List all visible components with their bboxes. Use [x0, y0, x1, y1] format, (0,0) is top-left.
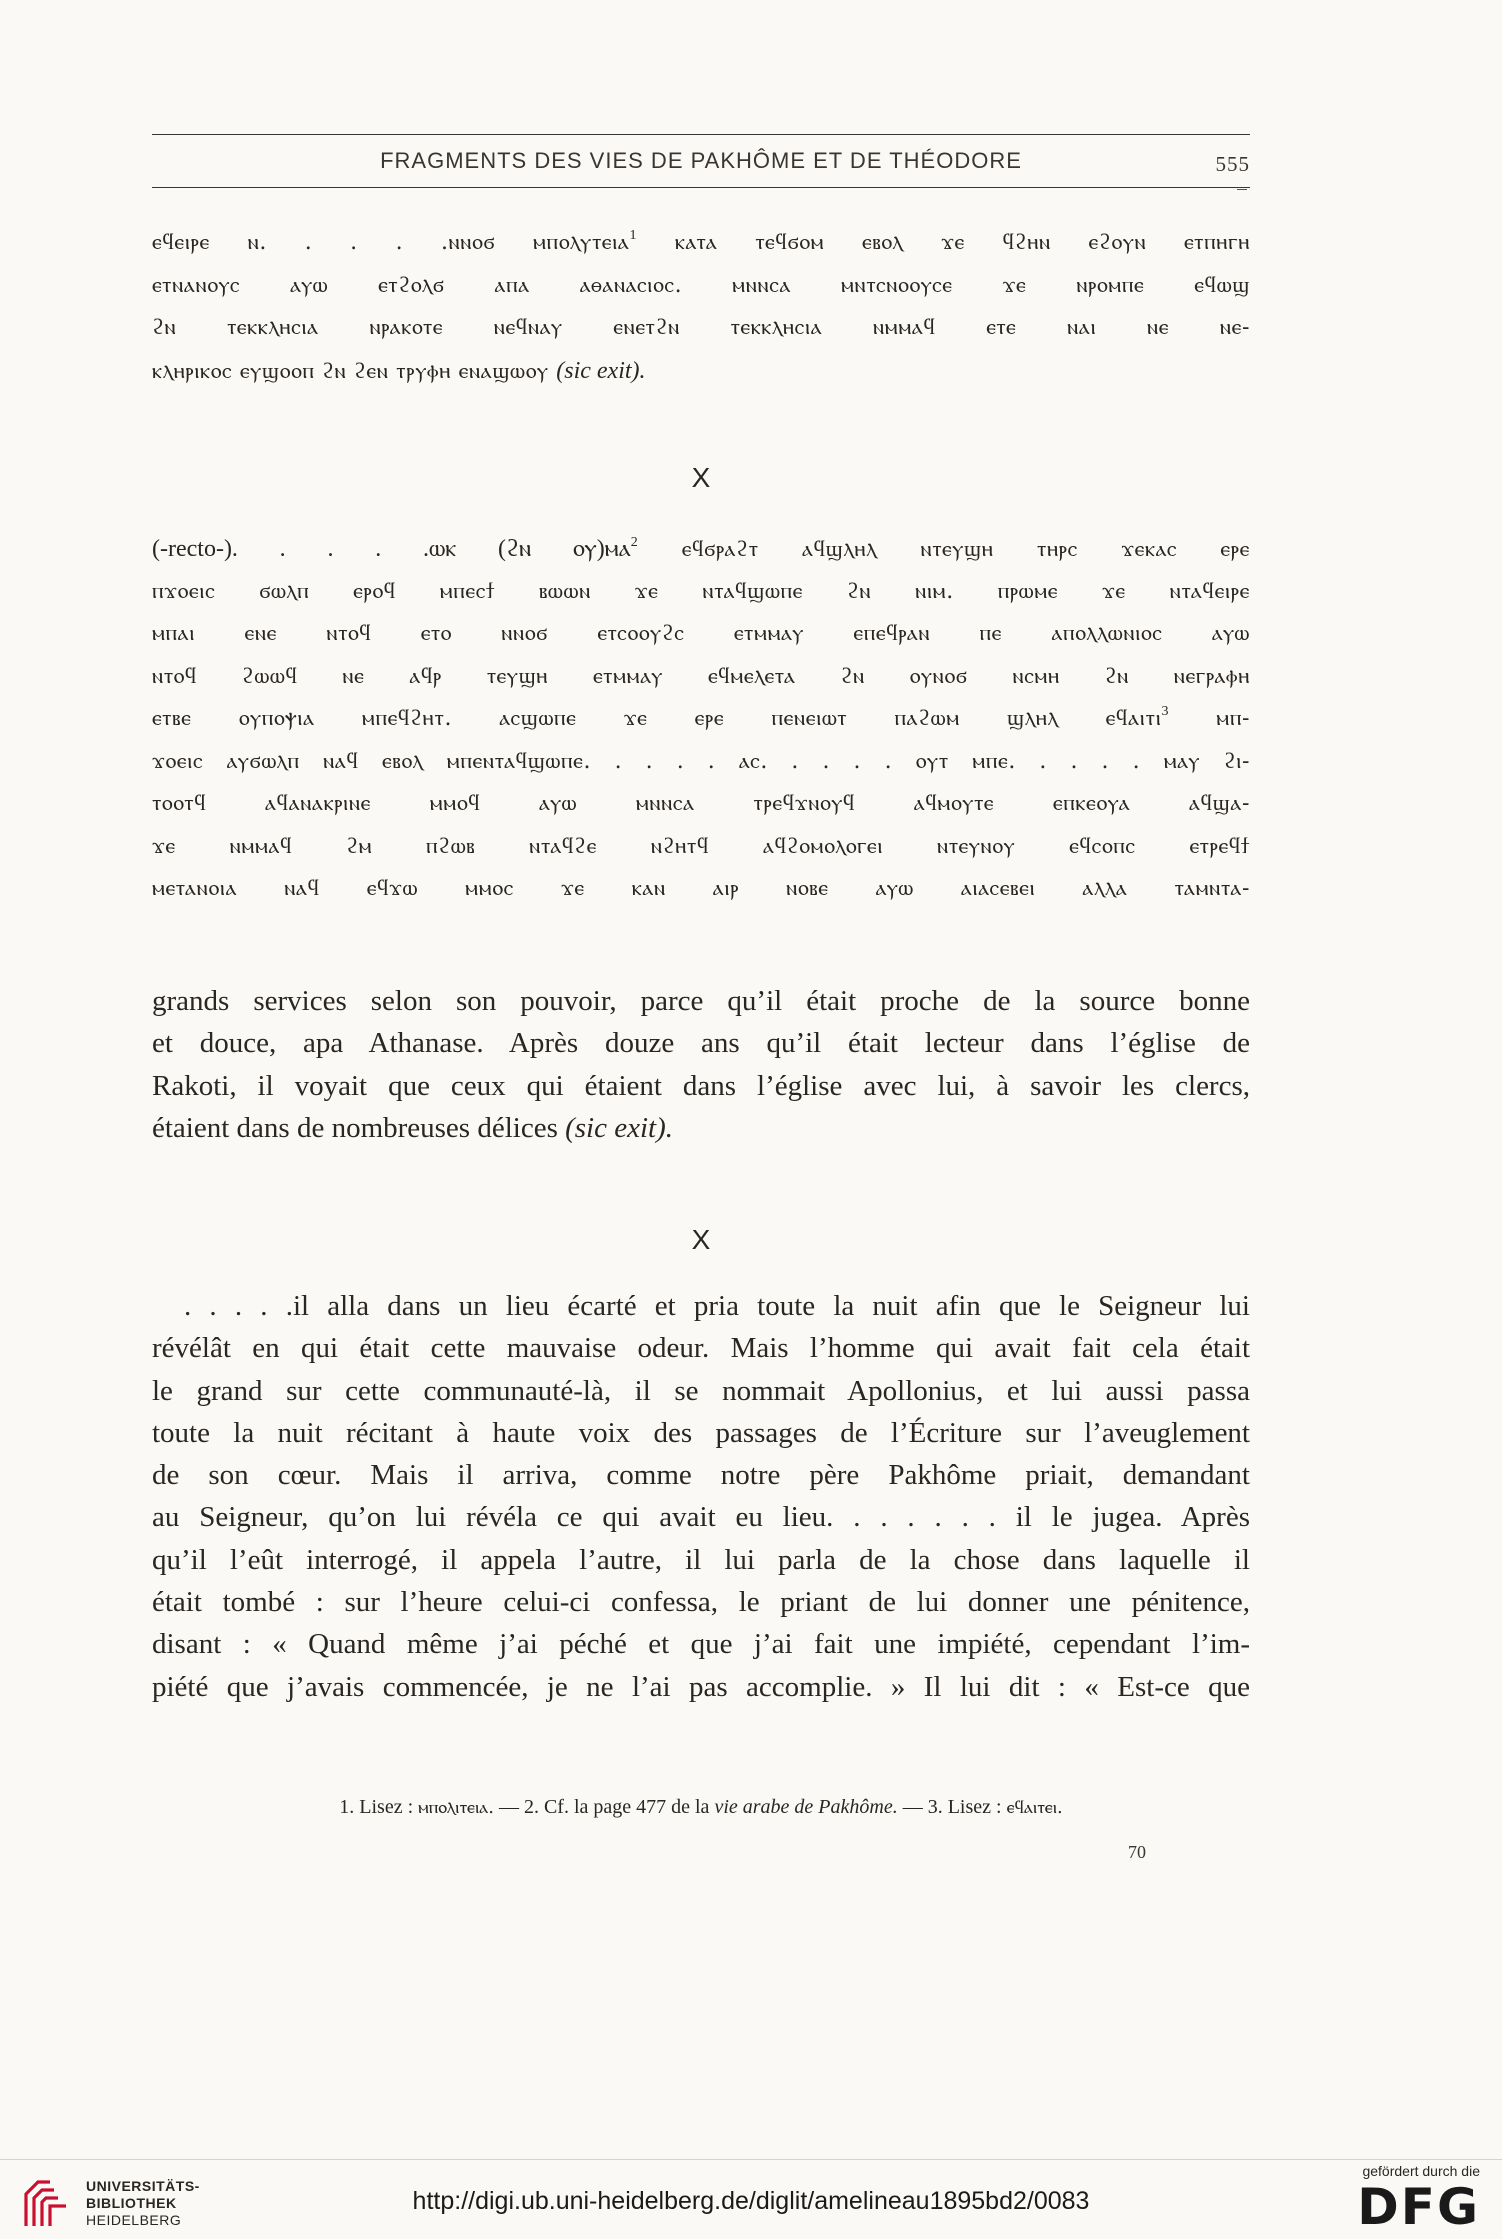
footnotes — [152, 1796, 1250, 1819]
coptic-line: ⲧⲟⲟⲧϥ ⲁϥⲁⲛⲁⲕⲣⲓⲛⲉ ⲙⲙⲟϥ ⲁⲩⲱ ⲙⲛⲛⲥⲁ ⲧⲣⲉϥϫⲛⲟⲩϥ ⲁϥⲙⲟⲩⲧⲉ ⲉⲡⲕⲉⲟⲩⲁ ⲁϥϣⲁ- — [152, 791, 1250, 816]
footnote-1-label: 1. Lisez : — [339, 1796, 414, 1818]
coptic-paragraph-1 — [152, 222, 1250, 392]
french-line: toute la nuit récitant à haute voix des passages de l’Écriture sur l’aveuglement — [152, 1416, 1250, 1449]
coptic-line — [152, 528, 1250, 571]
coptic-line — [152, 350, 1250, 393]
french-line: qu’il l’eût interrogé, il appela l’autre, il lui parla de la chose dans laquelle il — [152, 1543, 1250, 1576]
footnote-3-word: ⲉϥⲁⲓⲧⲉⲓ. — [1006, 1797, 1063, 1818]
french-line: était tombé : sur l’heure celui-ci confessa, le priant de lui donner une pénitence, — [152, 1586, 1250, 1619]
sic-note: (sic exit). — [556, 357, 646, 384]
footnote-separator: — — [493, 1796, 524, 1818]
french-line — [152, 1107, 1250, 1149]
coptic-text: ⲉⲧⲃⲉ ⲟⲩⲡⲟⲯⲓⲁ ⲙⲡⲉϥϩⲏⲧ. ⲁⲥϣⲱⲡⲉ ϫⲉ ⲉⲣⲉ ⲡⲉⲛⲉⲓⲱⲧ ⲡⲁϩⲱⲙ ϣⲗⲏⲗ ⲉϥⲁⲓⲧⲓ — [152, 706, 1162, 731]
coptic-text: ⲉϥⲉⲓⲣⲉ ⲛ. . . . .ⲛⲛⲟϭ ⲙⲡⲟⲗⲩⲧⲉⲓⲁ — [152, 230, 630, 255]
running-head-title: FRAGMENTS DES VIES DE PAKHÔME ET DE THÉODORE — [380, 148, 1022, 173]
french-line: disant : « Quand même j’ai péché et que j’ai fait une impiété, cependant l’im- — [152, 1628, 1250, 1661]
coptic-line: ⲉⲧⲛⲁⲛⲟⲩⲥ ⲁⲩⲱ ⲉⲧϩⲟⲗϭ ⲁⲡⲁ ⲁⲑⲁⲛⲁⲥⲓⲟⲥ. ⲙⲛⲛⲥⲁ ⲙⲛⲧⲥⲛⲟⲟⲩⲥⲉ ϫⲉ ⲛⲣⲟⲙⲡⲉ ⲉϥⲱϣ — [152, 272, 1250, 298]
coptic-line: ⲛⲧⲟϥ ϩⲱⲱϥ ⲛⲉ ⲁϥⲣ ⲧⲉⲩϣⲏ ⲉⲧⲙⲙⲁⲩ ⲉϥⲙⲉⲗⲉⲧⲁ ϩⲛ ⲟⲩⲛⲟϭ ⲛⲥⲙⲏ ϩⲛ ⲛⲉⲅⲣⲁⲫⲏ — [152, 663, 1250, 689]
section-mark: X — [691, 1224, 711, 1255]
footnote-2-italic: vie arabe de Pakhôme. — [714, 1796, 898, 1818]
french-line: le grand sur cette communauté-là, il se nommait Apollonius, et lui aussi passa — [152, 1374, 1250, 1407]
coptic-paragraph-2 — [152, 528, 1250, 911]
footnote-ref: 1 — [629, 228, 638, 243]
coptic-text: ⲕⲗⲏⲣⲓⲕⲟⲥ ⲉⲩϣⲟⲟⲡ ϩⲛ ϩⲉⲛ ⲧⲣⲩⲫⲏ ⲉⲛⲁϣⲱⲟⲩ — [152, 358, 549, 384]
coptic-line: ⲙⲡⲁⲓ ⲉⲛⲉ ⲛⲧⲟϥ ⲉⲧⲟ ⲛⲛⲟϭ ⲉⲧⲥⲟⲟⲩϩⲥ ⲉⲧⲙⲙⲁⲩ ⲉⲡⲉϥⲣⲁⲛ ⲡⲉ ⲁⲡⲟⲗⲗⲱⲛⲓⲟⲥ ⲁⲩⲱ — [152, 621, 1250, 646]
french-line: . . . . .il alla dans un lieu écarté et pria toute la nuit afin que le Seigneur lui — [184, 1290, 1250, 1322]
coptic-text: ⲕⲁⲧⲁ ⲧⲉϥϭⲟⲙ ⲉⲃⲟⲗ ϫⲉ ϥϩⲏⲛ ⲉϩⲟⲩⲛ ⲉⲧⲡⲏⲅⲏ — [637, 230, 1250, 255]
coptic-line: ⲙⲉⲧⲁⲛⲟⲓⲁ ⲛⲁϥ ⲉϥϫⲱ ⲙⲙⲟⲥ ϫⲉ ⲕⲁⲛ ⲁⲓⲣ ⲛⲟⲃⲉ ⲁⲩⲱ ⲁⲓⲁⲥⲉⲃⲉⲓ ⲁⲗⲗⲁ ⲧⲁⲙⲛⲧⲁ- — [152, 876, 1250, 901]
french-line: de son cœur. Mais il arriva, comme notre père Pakhôme priait, demandant — [152, 1459, 1250, 1492]
french-text: étaient dans de nombreuses délices — [152, 1111, 558, 1144]
library-name-line: HEIDELBERG — [86, 2212, 182, 2228]
signature-mark: 70 — [1128, 1842, 1146, 1862]
footnote-separator: — — [897, 1796, 928, 1818]
coptic-text: ⲉϥϭⲣⲁϩⲧ ⲁϥϣⲗⲏⲗ ⲛⲧⲉⲩϣⲏ ⲧⲏⲣⲥ ϫⲉⲕⲁⲥ ⲉⲣⲉ — [638, 537, 1250, 562]
french-line: Rakoti, il voyait que ceux qui étaient dans l’église avec lui, à savoir les clercs, — [152, 1069, 1250, 1102]
coptic-line: ϩⲛ ⲧⲉⲕⲕⲗⲏⲥⲓⲁ ⲛⲣⲁⲕⲟⲧⲉ ⲛⲉϥⲛⲁⲩ ⲉⲛⲉⲧϩⲛ ⲧⲉⲕⲕⲗⲏⲥⲓⲁ ⲛⲙⲙⲁϥ ⲉⲧⲉ ⲛⲁⲓ ⲛⲉ ⲛⲉ- — [152, 315, 1250, 340]
header-rule — [152, 187, 1250, 188]
footer-divider — [0, 2159, 1502, 2160]
french-paragraph-2 — [152, 1285, 1250, 1708]
source-url-link[interactable]: http://digi.ub.uni-heidelberg.de/diglit/amelineau1895bd2/0083 — [412, 2187, 1090, 2215]
running-head — [152, 148, 1250, 182]
page-number: 555 — [1215, 152, 1250, 176]
coptic-text: (-recto-). . . . .ⲱⲕ (ϩⲛ ⲟⲩ)ⲙⲁ — [152, 536, 631, 562]
coptic-text: ⲙⲡ- — [1169, 706, 1250, 731]
french-line: piété que j’avais commencée, je ne l’ai pas accomplie. » Il lui dit : « Est-ce que — [152, 1670, 1250, 1703]
footnote-ref: 3 — [1161, 704, 1170, 719]
sic-note: (sic exit). — [565, 1111, 673, 1144]
footnote-3-label: 3. Lisez : — [927, 1796, 1002, 1818]
library-name-line: UNIVERSITÄTS- — [86, 2178, 200, 2194]
top-rule — [152, 134, 1250, 135]
french-line: au Seigneur, qu’on lui révéla ce qui avait eu lieu. . . . . . . il le jugea. Après — [152, 1501, 1250, 1534]
coptic-line — [152, 698, 1250, 741]
funding-note: gefördert durch die — [1362, 2163, 1480, 2179]
coptic-line: ⲡϫⲟⲉⲓⲥ ϭⲱⲗⲡ ⲉⲣⲟϥ ⲙⲡⲉⲥϯ ⲃⲱⲱⲛ ϫⲉ ⲛⲧⲁϥϣⲱⲡⲉ ϩⲛ ⲛⲓⲙ. ⲡⲣⲱⲙⲉ ϫⲉ ⲛⲧⲁϥⲉⲓⲣⲉ — [152, 578, 1250, 604]
footnote-ref: 2 — [630, 535, 639, 550]
dfg-logo: DFG — [1357, 2178, 1480, 2236]
coptic-line: ϫⲉ ⲛⲙⲙⲁϥ ϩⲙ ⲡϩⲱⲃ ⲛⲧⲁϥϩⲉ ⲛϩⲏⲧϥ ⲁϥϩⲟⲙⲟⲗⲟⲅⲉⲓ ⲛⲧⲉⲩⲛⲟⲩ ⲉϥⲥⲟⲡⲥ ⲉⲧⲣⲉϥϯ — [152, 833, 1250, 859]
library-name-line: BIBLIOTHEK — [86, 2195, 177, 2211]
coptic-line: ϫⲟⲉⲓⲥ ⲁⲩϭⲱⲗⲡ ⲛⲁϥ ⲉⲃⲟⲗ ⲙⲡⲉⲛⲧⲁϥϣⲱⲡⲉ. . . . . ⲁⲥ. . . . . ⲟⲩⲧ ⲙⲡⲉ. . . . . ⲙⲁⲩ ϩⲓ- — [152, 748, 1250, 774]
french-paragraph-1 — [152, 980, 1250, 1149]
french-line: et douce, apa Athanase. Après douze ans qu’il était lecteur dans l’église de — [152, 1027, 1250, 1060]
coptic-line — [152, 222, 1250, 265]
section-mark: X — [691, 462, 711, 493]
footnote-2-text: 2. Cf. la page 477 de la — [523, 1796, 715, 1818]
corner-tick — [1237, 189, 1247, 190]
french-line: révélât en qui était cette mauvaise odeur. Mais l’homme qui avait fait cela était — [152, 1332, 1250, 1365]
french-line: grands services selon son pouvoir, parce qu’il était proche de la source bonne — [152, 985, 1250, 1017]
footnote-1-word: ⲙⲡⲟⲗⲓⲧⲉⲓⲁ. — [418, 1797, 494, 1818]
